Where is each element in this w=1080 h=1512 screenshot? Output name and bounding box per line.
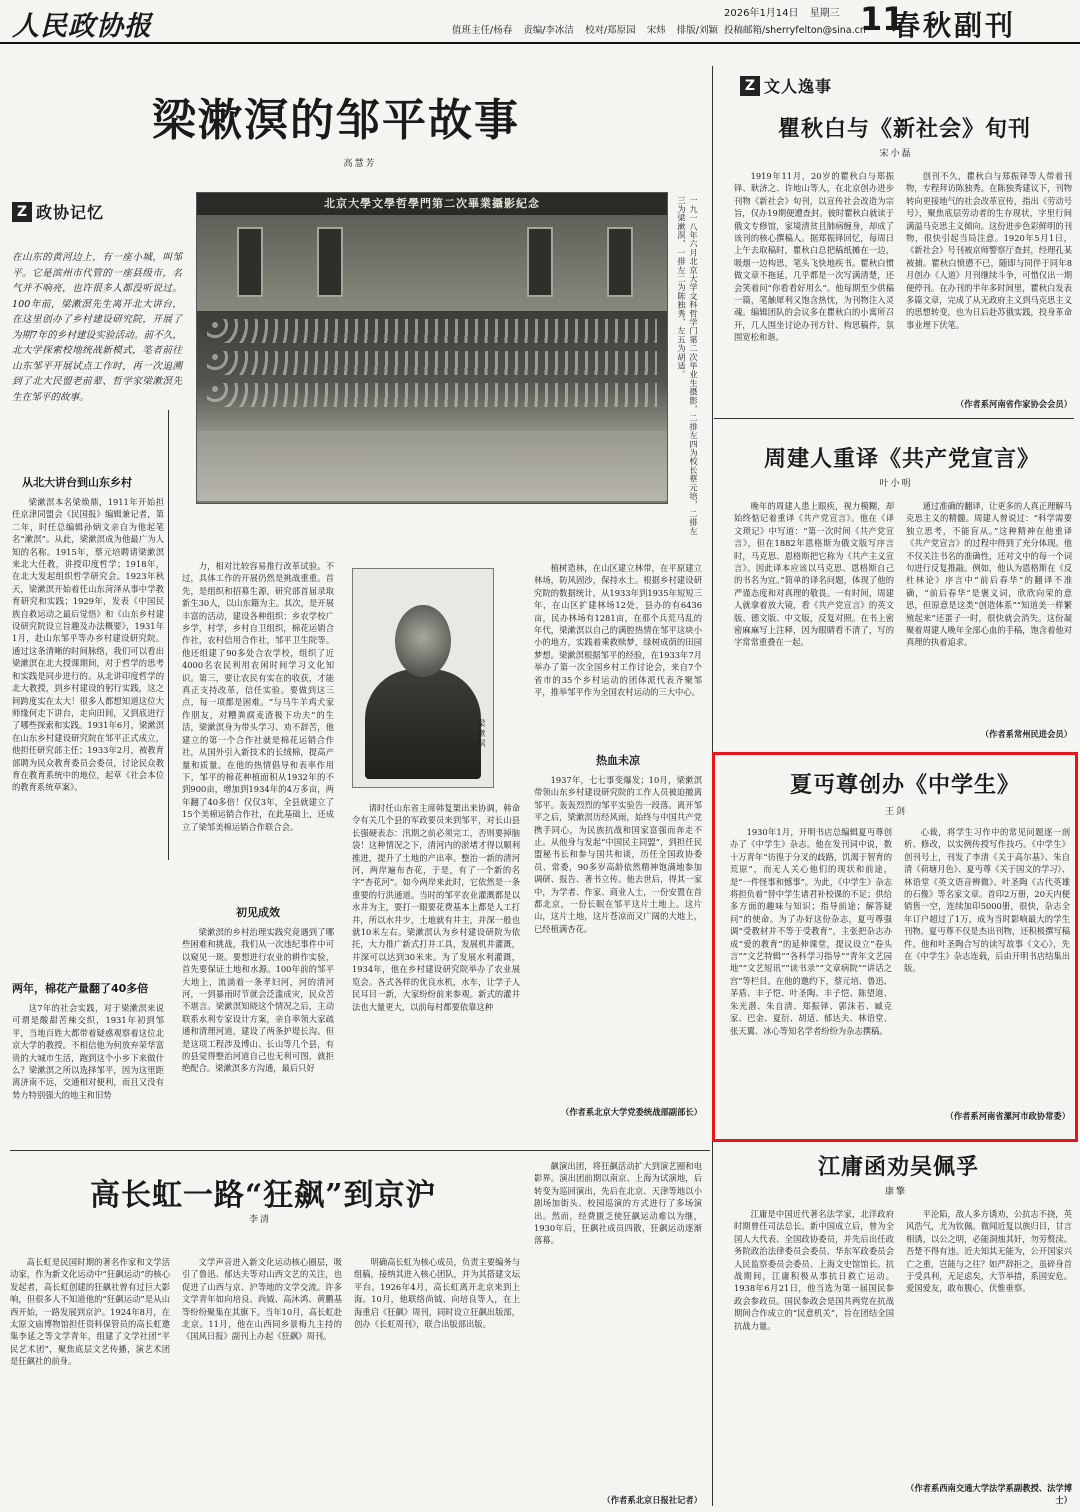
article-body: 植树造林，在山区建立林带，在平原建立林场，防风固沙，保持水土。根据乡村建设研究院的数据统计，从1933年到1935年短短三年，在山区扩建林场12处，县办的有6436亩，民办林场有1281亩，在那个兵荒马乱的年代，梁漱溟以自己的满腔热情在邹平这块小小的地方，实践着乘救赎梦，绿树成荫的田园梦想。梁漱溟根据邹平的经验，在1933年7月举办了第一次全国乡村工作讨论会，来自7个省市的35个乡村运动的团体派代表齐聚邹平，推举邹平作为全国农村运动的三大中心。: [534, 563, 702, 698]
weekday-text: 星期三: [809, 8, 840, 19]
article-body: 这7年的社会实践，对于梁漱溟来说可谓是酸甜苦辣交织，1931年初到邹平，当地百姓大都带着疑惑观察着这位北京大学的教授。不相信他为何放弃荣华富贵的大城市生活，跑到这个小乡下来做什么？梁漱溟之所以选择邹平，因为这里距离济南不远，交通相对便利，而且又没有势力特别强大的地主和旧势: [12, 1003, 164, 1100]
article-author: 康擎: [884, 1187, 907, 1197]
article-body: 飙演出团，将狂飙活动扩大到演艺圈和电影界。演出团前期以南京、上海为试演地，后转变为巡回演出，先后在北京、天津等地以小剧场加街头、校园巡演的方式进行了多场演出。然而，经费匮乏使狂飙运动难以为继，1930年后，狂飙社成员四散，狂飙运动逐渐落幕。: [534, 1161, 702, 1246]
article-body: 1937年，七七事变爆发；10月，梁漱溟带领山东乡村建设研究院的工作人员被迫撤离邹平。轰轰烈烈的邹平实验告一段落。离开邹平之后，梁漱溟历经风雨，始终与中国共产党携手同心，为民族抗战和国家富强而奔走不止。从他身与发起“中国民主同盟”，到担任民盟秘书长和参与国共和谈，历任全国政协委员、常委，90多岁高龄依然精神饱满地参加调研、报告、著书立传。他去世后，得其一家中，为学者、作家、商业人士，一份安置在首都北京，一份长眠在邹平这片土地上。这片山，这片土地，这片苍凉而又广阔的大地上，已经植满杏花。: [534, 775, 702, 934]
article-title-jiang: 江庸函劝吴佩孚: [818, 1154, 980, 1180]
people-row: [207, 319, 657, 343]
article-body: 明确高长虹为核心成员，负责主要编务与组稿，接纳其进入核心团队，并为其搭建文坛平台。1926年4月，高长虹离开北京来到上海。10月，他联络尚钺、向培良等人，在上海重启《狂飙》周刊，同时设立狂飙出版部，创办《长虹周刊》，联合出版部出版。: [354, 1257, 520, 1330]
issue-date: [724, 4, 848, 19]
article-body: 力，相对比较容易推行改革试验。不过，具体工作的开展仍然是挑战重重。首先，是组织和招募生源，研究部首届录取新生30人，以山东籍为主。其次，是开展丰富的活动，建设各种组织：乡农学校广乡学，村学，乡村自卫组织，棉花运销合作社，农村信用合作社，邹平卫生院等。他还组建了90多处合农学校，组织了近4000名农民利用农闲时间学习文化知识。第三，要让农民有实在的收获，才能真正支持改革，信任实验。要做到这三点，每一项都是困难。“与马牛羊鸡犬家作朋友，对糟粪腐麦渣极下功夫”的生活，梁漱溟身为带头学习、劝不辞苦，他建立的第一个合作社就是棉花运销合作社，从国外引入新技术的长绒棉，提高产量和质量。在他的热情倡导和表率作用下，邹平的棉花种植面积从1932年的不到900亩，增加到1934年的4万多亩，两年翻了40多倍！仅仅3年，全县就建立了15个美棉运销合作社，在此基础上，还成立了梁邹美棉运销合作联合会。: [182, 561, 334, 832]
article-body: 晚年的周建人患上眼疾，视力模糊，却始终惦记着重译《共产党宣言》。他在《译文琐记》中写道：“第一次时间《共产党宣言》，但在1882年恩格斯为俄文版写序言时，马克思、恩格斯把它称为《共产主义宣言》。因此译本应该以马克思、恩格斯自己的书名为宜。”简单的译名问题，体现了他的严谨态度和对真理的敬畏。一有时间，周建人就拿着放大镜，看《共产党宣言》的英文版、德文版、中文版，反复对照。在书上密密麻麻写上注释，因为眼睛看不清了，写的字常常重叠在一起。: [734, 501, 894, 648]
article-author: 王剑: [884, 807, 907, 817]
page-number: 11: [860, 0, 905, 38]
author-note: （作者系北京大学党委统战部副部长）: [560, 1107, 702, 1117]
credit: 值班主任/杨春: [452, 25, 513, 36]
section-title: 春秋副刊: [892, 9, 1017, 42]
date-text: 2026年1月14日: [724, 8, 799, 19]
credit: 排版/刘颖: [676, 25, 718, 36]
credit: 责编/李冰洁: [523, 25, 574, 36]
window-shape: [237, 227, 263, 297]
article-body: 创刊不久，瞿秋白与郑振铎等人带着刊物，专程拜访陈独秀。在陈独秀建议下，刊物转向更接地气的社会改革宣传，指出《劳动号号》，聚焦底层劳动者的生存现状，字里行间满溢马克思主义倾向。这份进步色彩鲜明的刊物，很快引起当局注意。1920年5月1日，《新社会》号刊被京师警察厅查封，经理孔某被捕。瞿秋白愤懑不已，随即与同伴于同年8月创办《人道》月刊继续斗争，可惜仅出一期便停刊。在办刊的半年多时间里，瞿秋白发表多篇文章，完成了从无政府主义到马克思主义的思想转变，也为日后赴苏俄实践，投身革命事业埋下伏笔。: [906, 171, 1072, 330]
credit: 宋炜: [646, 25, 666, 36]
subhead: 从北大讲台到山东乡村: [22, 476, 132, 489]
credit: 校对/郑原园: [584, 25, 636, 36]
people-row: [207, 351, 657, 375]
article-author: 李清: [248, 1215, 271, 1225]
subhead: 两年，棉花产量翻了40多倍: [12, 982, 149, 995]
author-note: （作者系常州民进会员）: [980, 729, 1072, 739]
author-note: （作者系西南交通大学法学系副教授、法学博士）: [906, 1483, 1072, 1505]
author-note: （作者系河南省漯河市政协常委）: [945, 1111, 1070, 1121]
portrait-photo: [352, 568, 494, 788]
portrait-body-shape: [365, 669, 481, 779]
group-photo: [196, 192, 668, 504]
building-shape: [197, 215, 667, 315]
editor-credits: [452, 22, 726, 36]
photo-banner: 北京大學文學哲學門第二次畢業攝影紀念: [197, 193, 667, 215]
ground-shape: [197, 431, 667, 501]
crowd-shape: [197, 311, 667, 431]
article-title-qu: 瞿秋白与《新社会》旬刊: [778, 116, 1032, 142]
newspaper-logo: 人民政协报: [12, 11, 152, 42]
article-author: 宋小磊: [879, 149, 913, 159]
article-title-liang: 梁漱溟的邹平故事: [152, 95, 520, 146]
people-row: [207, 383, 657, 407]
article-intro: 在山东的黄河边上，有一座小城，叫邹平。它是滨州市代管的一座县级市，名气并不响亮，也许很多人都没听说过。100年前，梁漱溟先生离开北大讲台，在这里创办了乡村建设研究院，开展了为期7年的乡村建设实验活动。前不久，北大学探索校地统战新模式，笔者前往山东邹平开展试点工作时，再一次追溯到了北大民盟老前辈、哲学家梁漱溟先生在邹平的故事。: [12, 252, 182, 403]
article-title-gao: 高长虹一路“狂飙”到京沪: [90, 1178, 437, 1213]
article-body: 1930年1月，开明书店总编辑夏丏尊创办了《中学生》杂志。他在发刊词中说，数十万青年“彷徨于分叉的歧路，饥渴于智育的荒原”，而无人关心他们的现状和前途，是“一件怪事和憾事”。为此，《中学生》杂志将担负着“替中学生诸君补校课的不足；供给多方面的趣味与知识；指导前途；解答疑问”的使命。为了办好这份杂志，夏丏尊强调“受教材并不等于受教育”，主张把杂志办成“爱的教育”的延伸课堂，提议设立“卷头言”“文艺特辑”“各科学习指导”“青年文艺园地”“文艺短讯”“读书录”“文章病院”“讲话之宫”等栏目。在他的邀约下，蔡元培、鲁迅、茅盾、丰子恺、叶圣陶、丰子恺、陈望道、朱光潜、朱自清、郑振铎、郭沫若、臧克家、巴金、夏衍、胡适、郁达夫、林语堂、张天翼、冰心等知名学者纷纷为杂志撰稿。: [730, 827, 892, 1036]
z-badge-icon: Z: [12, 202, 32, 222]
article-author: 高慧芳: [343, 159, 377, 169]
column-label-text: 文人逸事: [764, 77, 833, 96]
window-shape: [607, 227, 633, 297]
submission-email: 投稿邮箱/sherryfelton@sina.cn: [724, 25, 866, 36]
z-badge-icon: Z: [740, 76, 760, 96]
article-body: 江庸是中国近代著名法学家，北洋政府时期曾任司法总长。新中国成立后，曾为全国人大代表、全国政协委员，并先后出任政务院政治法律委员会委员、华东军政委员会人民监察委员会委员、上海文史馆馆长。抗战期间，江庸积极从事抗日救亡运动。1938年6月21日，他当选为第一届国民参政会参政员。国民参政会是国共两党在抗战期间合作成立的“民意机关”，旨在团结全国抗战力量。: [734, 1209, 894, 1331]
article-body: 梁漱溟本名梁焕鼎，1911年开始担任京津同盟会《民国报》编辑兼记者，第二年，时任总编辑孙炳文亲自为他起笔名“漱溟”。从此，梁漱溟成为他最广为人知的名称。1915年，蔡元培聘请梁漱溟来北大任教，讲授印度哲学；1918年，在北大发起组织哲学研究会。1923年秋天，梁漱溟开始着任山东菏泽从事中学教育研究和实践；1929年，发表《中国民族自救运动之最后觉悟》和《山东乡村建设研究院设立旨趣及办法概要》，1931年1月，赴山东邹平等办乡村建设研究院。通过这条清晰的时间脉络，我们可以看出梁漱溟在北大授课期间，对于哲学的思考和实践是同步进行的。从北讲印度哲学的北大教授，到乡村建设的躬行实践，这之间跨度实在太大！很多人都想知道这位大师缘何走下讲台，走向田间，又到底进行了哪些探索和实践。1931年6月，梁漱溟在山东乡村建设研究院在邹平正式成立，他担任研究部主任；1933年2月，被教育部聘为民众教育委员会委员，讨论民众教育在教育系统中的地位，起草《社会本位的教育系统草案》。: [12, 497, 164, 793]
photo-caption: 一九一八年六月北京大学文科哲学门第二次毕业生摄影，二排左四为校长蔡元培，二排左三为梁漱溟，一排左二为陈独秀，左五为胡适。: [677, 196, 699, 536]
portrait-face-shape: [395, 605, 451, 677]
column-label-text: 政协记忆: [36, 203, 105, 222]
article-body: 高长虹是民国时期的著名作家和文学活动家，作为新文化运动中“狂飙运动”的核心发起者，高长虹创建的狂飙社曾有过巨大影响，但很多人不知道他的“狂飙运动”是从山西开始，一路发展到京沪。1924年8月，在太原文庙博物馆担任资料保管员的高长虹邀集李延之等文学青年，组建了文学社团“平民艺术团”，聚焦底层文艺传播，演艺术团是狂飙社的前身。: [10, 1257, 170, 1367]
author-note: （作者系北京日报社记者）: [602, 1495, 702, 1505]
article-author: 叶小明: [879, 479, 913, 489]
article-body: 请时任山东省主席韩复榘出来协调，韩命令有关几个县的军政要员来到邹平，对长山县长强硬表态：汛期之前必须完工，否则要掉脑袋！这种情况之下，清河内的淤堵才得以顺利推进，提升了土地的产出率。整治一新的清河河，两岸遍布杏花，于是，有了一个新的名字“杏花河”。如今两岸来此时，它依然是一条重要的行洪通道。当时的邹平农业灌溉都是以水井为主，要打一眼要花费基本上都是人工打井，所以水井少，土地就有井主，并深一般也就10米左右。梁漱溟认为乡村建设研院为依托，大力推广新式打井工具，发展机井灌溉，井深可以达到30米来。为了发展水利灌溉，1934年，他在乡村建设研究院举办了农业展览会。各式各样的优良水机，水车，让学子人民耳目一新，大家纷纷前来参观。新式的灌井法也大量更大，以前每村都要依靠这种: [352, 803, 520, 1012]
article-body: 通过准确的翻译，让更多的人真正理解马克思主义的精髓。周建人曾说过：“科学需要独立思考，不能盲从。”这种精神在他重译《共产党宣言》的过程中得到了充分体现。他不仅关注书名的准确性，还对文中的每一个词句进行反复推敲。例如，他认为恩格斯在《反杜林论》序言中“前后春华”的翻译不准确，“前后春华”是褒义词，欣欣向荣的意思，但原意是这类“创造体系”“知道美一样繁殖起来”还蛋子一时，很快就会消失。这份凝聚着周建人晚年全部心血的手稿，饱含着他对真理的执着追求。: [906, 501, 1072, 648]
section-divider: [714, 418, 1074, 419]
subhead: 初见成效: [236, 906, 280, 919]
article-body: 心裁，将学生习作中的常见问题逐一剖析、修改，以实例传授写作技巧。《中学生》创刊号上，刊发了李清《关于高尔基》、朱自清《荷塘月色》、夏丏尊《关于国文的学习》、林语堂《英文语音辨微》、叶圣陶《古代英雄的石像》等名家文章。首印2万册，20天内便销售一空，连续加印5000册，很快，杂志全年订户超过了1万，成为当时影响最大的学生刊物。夏丏尊不仅是杰出刊物，还积极撰写稿件。他和叶圣陶合写的读写故事《文心》，先在《中学生》杂志连载，后由开明书店结集出版。: [904, 827, 1070, 974]
article-body: 1919年11月，20岁的瞿秋白与郑振铎、耿济之、许地山等人，在北京创办进步刊物《新社会》旬刊，以宣传社会改造为宗旨，仅办19期便遭查封。彼时瞿秋白就读于俄文专修馆，家境清贫且肺病缠身，却成了该刊的核心撰稿人。据郑振铎回忆，每周日上午去取稿时，瞿秋白总把稿纸摊在一边，吸烟一边构思，笔头飞快地疾书。瞿秋白惯做文章不拖延，几乎都是一次写满清楚，还会笑着问“你看看好用么”。他每期至少供稿一篇，笔触犀利又饱含热忱，为刊物注入灵魂。编辑团队的会议多在瞿秋白的小寓所召开，几人围坐讨论办刊方针、构思稿件，氛围宽松和谐。: [734, 171, 894, 343]
column-divider: [168, 410, 169, 860]
article-body: 文学声音进入新文化运动核心圈层，吸引了鲁迅、郁达夫等对山西文艺的关注，也促进了山西与京、沪等地的文学交流。许多文学青年如向培良、尚钺、高沐鸿、黄鹏基等纷纷聚集在其旗下。当年10月，高长虹赴北京。11月，他在山西同乡景梅九主持的《国风日报》副刊上办起《狂飙》周刊。: [182, 1257, 342, 1342]
article-title-xia: 夏丏尊创办《中学生》: [790, 772, 1021, 798]
window-shape: [527, 227, 553, 297]
article-body: 平沦陷，敌人多方诱劝，公抗志不挠，英风浩气，尤为钦佩。微闻近复以族归目，甘言相诱，以公之明，必能洞烛其奸，勿劳赘渎。吾楚不得有违。近夫知其无能为，公开国家兴亡之重，岂能与之往？如严辞拒之，虽碎身首于受具利，无足虑矣，大节举措，系国安危。爱国爱友，敢布腹心，伏惟垂察。: [906, 1209, 1072, 1294]
window-shape: [317, 227, 343, 297]
subhead: 热血未凉: [596, 754, 640, 767]
article-body: 梁漱溟的乡村治理实践究竟遇到了哪些困难和挑战，我们从一次违纪事件中可以窥见一斑。要想进行农业的耕作实验，首先要保证土地和水源。100年前的邹平大地上，流淌着一条孝妇河，河的清河河，一到暴雨时节就会泛滥成灾，民众苦不堪言。梁漱溟知晓这个情况之后，主动联系水利专家设计方案，亲自率领大家疏通和清理河道，建设了两条护堤长沟。但是这项工程涉及博山、长山等几个县，有的县觉得整治河道自己也无利可图，就拒绝配合。梁漱溟多方沟通，最后只好: [182, 927, 334, 1074]
article-title-zhou: 周建人重译《共产党宣言》: [764, 446, 1041, 472]
section-divider: [10, 1150, 710, 1151]
column-label-zhengxie: [12, 200, 104, 223]
portrait-caption: 梁漱溟: [477, 719, 486, 749]
column-label-wenren: [740, 74, 832, 97]
author-note: （作者系河南省作家协会会员）: [955, 399, 1072, 409]
masthead: [0, 0, 1080, 44]
